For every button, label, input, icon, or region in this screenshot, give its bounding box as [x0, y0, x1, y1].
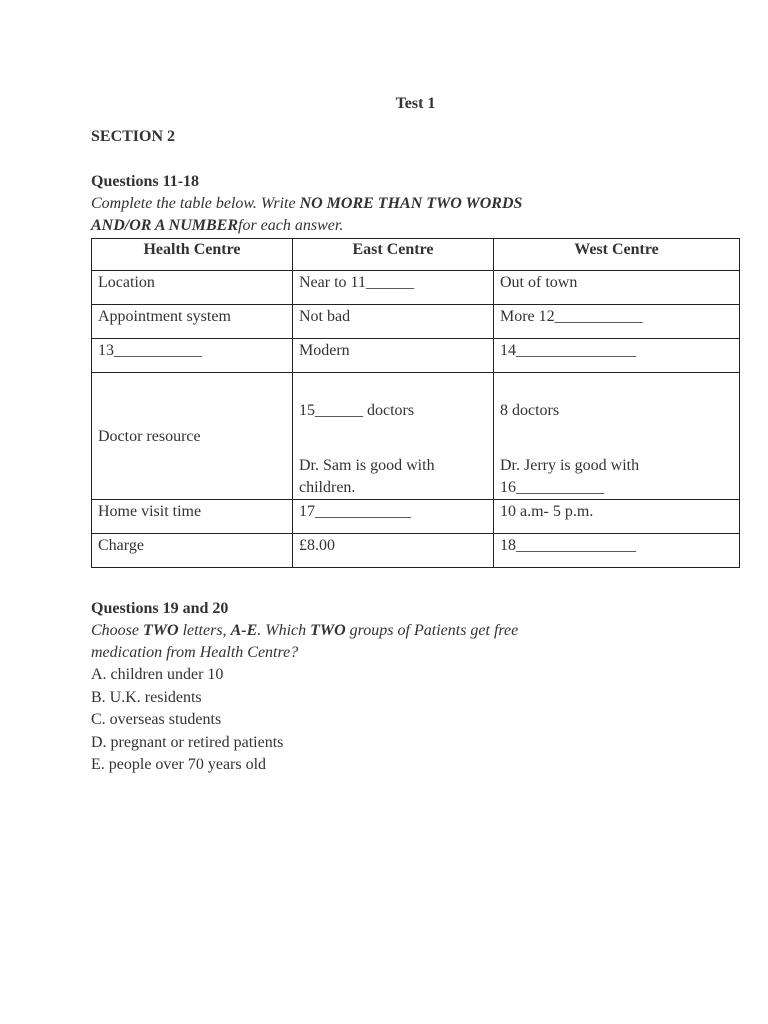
answer-option: B. U.K. residents: [91, 688, 202, 706]
questions-11-18-instruction: [91, 193, 581, 237]
instruction-text: Complete the table below. Write: [91, 195, 300, 212]
column-header: East Centre: [293, 239, 494, 271]
instruction-text: . Which: [257, 622, 311, 639]
table-cell: 14_______________: [494, 339, 740, 373]
table-header-row: [92, 239, 740, 271]
page-content: [91, 93, 740, 777]
instruction-emphasis: NO MORE THAN TWO WORDS AND/OR A NUMBER: [91, 195, 523, 234]
cell-line: Dr. Sam is good with children.: [299, 457, 435, 496]
instruction-emphasis: A-E: [230, 622, 258, 639]
table-cell: 10 a.m- 5 p.m.: [494, 500, 740, 534]
instruction-emphasis: TWO: [310, 622, 346, 639]
table-row: [92, 305, 740, 339]
instruction-text: groups of Patients get free medication from Health Centre?: [91, 622, 519, 661]
column-header: Health Centre: [92, 239, 293, 271]
table-row: [92, 373, 740, 500]
cell-spacer: [500, 422, 733, 455]
table-cell: [494, 373, 740, 500]
instruction-emphasis: TWO: [143, 622, 179, 639]
answer-option: C. overseas students: [91, 711, 222, 728]
answer-option: D. pregnant or retired patients: [91, 733, 284, 751]
table-cell: £8.00: [293, 534, 494, 568]
instruction-text: for each answer.: [238, 217, 344, 234]
health-centre-table: [91, 238, 740, 568]
table-cell: Doctor resource: [92, 373, 293, 500]
cell-line: 15______ doctors: [299, 402, 415, 419]
table-cell: Out of town: [494, 271, 740, 305]
table-cell: Home visit time: [92, 500, 293, 534]
instruction-text: letters,: [178, 622, 231, 639]
test-title: Test 1: [395, 95, 436, 112]
cell-line: Dr. Jerry is good with 16___________: [500, 457, 640, 496]
cell-line: 8 doctors: [500, 402, 560, 419]
table-cell: More 12___________: [494, 305, 740, 339]
answer-option: E. people over 70 years old: [91, 756, 267, 773]
table-cell: 17____________: [293, 500, 494, 534]
table-cell: Appointment system: [92, 305, 293, 339]
column-header: West Centre: [494, 239, 740, 271]
table-row: [92, 534, 740, 568]
answer-option: A. children under 10: [91, 666, 224, 683]
table-cell: [293, 373, 494, 500]
questions-19-20-heading: Questions 19 and 20: [91, 600, 229, 617]
table-cell: 18_______________: [494, 534, 740, 568]
table-cell: Not bad: [293, 305, 494, 339]
table-row: [92, 271, 740, 305]
table-cell: Near to 11______: [293, 271, 494, 305]
cell-spacer: [299, 422, 487, 455]
table-cell: Charge: [92, 534, 293, 568]
table-cell: Modern: [293, 339, 494, 373]
table-row: [92, 339, 740, 373]
section-title: SECTION 2: [91, 128, 176, 145]
questions-19-20-instruction: [91, 620, 581, 664]
instruction-text: Choose: [91, 622, 143, 639]
table-cell: Location: [92, 271, 293, 305]
questions-11-18-heading: Questions 11-18: [91, 173, 200, 190]
table-cell: 13___________: [92, 339, 293, 373]
table-row: [92, 500, 740, 534]
answer-options-list: [91, 664, 740, 777]
